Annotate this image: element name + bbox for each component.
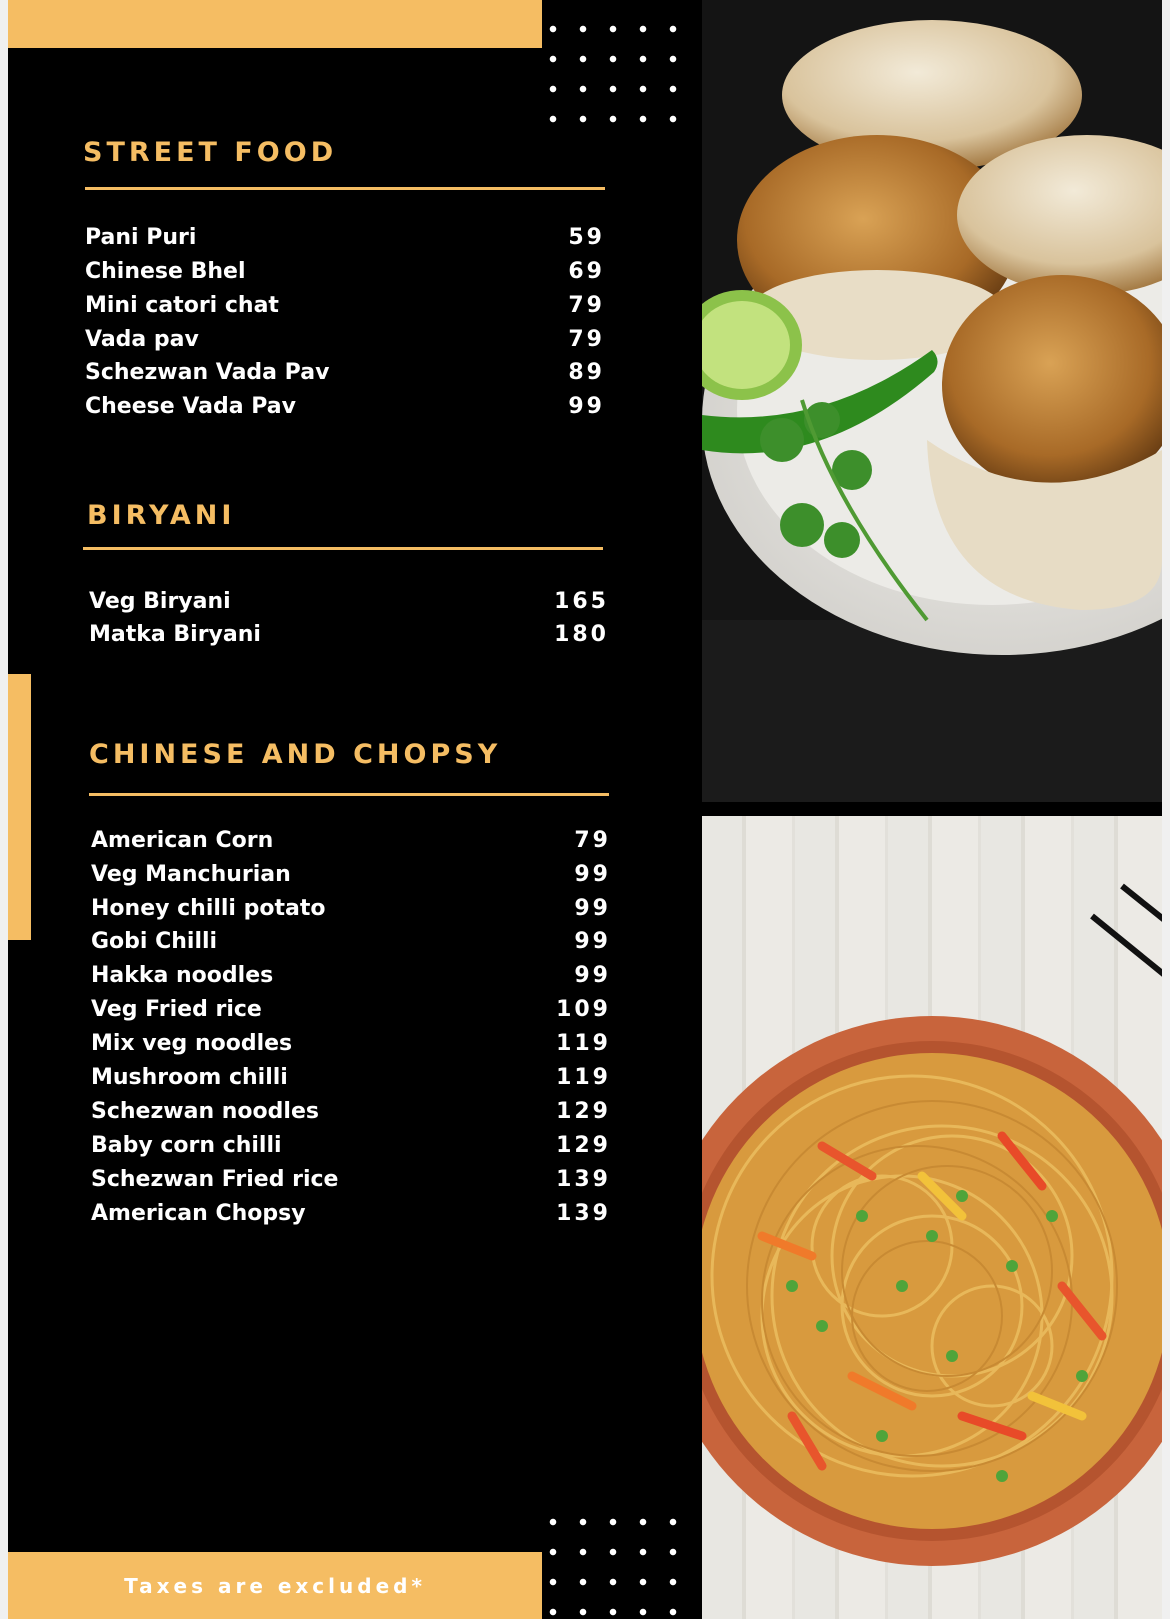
menu-item bbox=[91, 1198, 611, 1228]
dot-pattern-bottom bbox=[538, 1507, 694, 1617]
noodles-illustration bbox=[702, 816, 1162, 1619]
section-divider bbox=[85, 187, 605, 190]
item-name: Schezwan noodles bbox=[91, 1098, 319, 1124]
item-name: American Chopsy bbox=[91, 1200, 306, 1226]
item-name: Honey chilli potato bbox=[91, 895, 326, 921]
item-name: Veg Biryani bbox=[89, 588, 231, 614]
item-name: Chinese Bhel bbox=[85, 258, 246, 284]
item-name: Cheese Vada Pav bbox=[85, 393, 296, 419]
item-price: 79 bbox=[568, 292, 605, 318]
menu-item bbox=[91, 926, 611, 956]
item-price: 89 bbox=[568, 359, 605, 385]
vada-pav-illustration bbox=[702, 0, 1162, 802]
menu-item bbox=[85, 290, 605, 320]
menu-item bbox=[91, 1096, 611, 1126]
footer-bar bbox=[8, 1552, 542, 1619]
item-name: Schezwan Fried rice bbox=[91, 1166, 339, 1192]
menu-item bbox=[89, 619, 609, 649]
menu-item bbox=[91, 1062, 611, 1092]
item-name: American Corn bbox=[91, 827, 274, 853]
item-name: Matka Biryani bbox=[89, 621, 261, 647]
item-name: Mini catori chat bbox=[85, 292, 279, 318]
item-price: 69 bbox=[568, 258, 605, 284]
item-name: Baby corn chilli bbox=[91, 1132, 282, 1158]
section-title-biryani: BIRYANI bbox=[87, 500, 236, 531]
menu-item bbox=[91, 859, 611, 889]
menu-item bbox=[91, 1164, 611, 1194]
menu-item bbox=[91, 1028, 611, 1058]
item-price: 99 bbox=[574, 962, 611, 988]
menu-item bbox=[91, 825, 611, 855]
section-divider bbox=[83, 547, 603, 550]
item-price: 129 bbox=[556, 1098, 611, 1124]
section-title-street-food: STREET FOOD bbox=[83, 137, 338, 168]
section-title-chinese-and-chopsy: CHINESE AND CHOPSY bbox=[89, 739, 502, 770]
menu-item bbox=[89, 586, 609, 616]
footer-note: Taxes are excluded* bbox=[124, 1573, 426, 1598]
menu-item bbox=[85, 357, 605, 387]
menu-item bbox=[85, 256, 605, 286]
item-name: Mushroom chilli bbox=[91, 1064, 288, 1090]
menu-item bbox=[91, 893, 611, 923]
item-price: 180 bbox=[554, 621, 609, 647]
item-name: Veg Fried rice bbox=[91, 996, 262, 1022]
menu-item bbox=[91, 1130, 611, 1160]
item-price: 129 bbox=[556, 1132, 611, 1158]
vada-pav-photo bbox=[702, 0, 1162, 802]
item-price: 139 bbox=[556, 1166, 611, 1192]
menu-item bbox=[85, 391, 605, 421]
hakka-noodles-photo bbox=[702, 816, 1162, 1619]
item-price: 109 bbox=[556, 996, 611, 1022]
item-price: 99 bbox=[574, 928, 611, 954]
item-price: 165 bbox=[554, 588, 609, 614]
item-price: 79 bbox=[568, 326, 605, 352]
item-price: 99 bbox=[568, 393, 605, 419]
item-price: 79 bbox=[574, 827, 611, 853]
item-name: Vada pav bbox=[85, 326, 199, 352]
menu-item bbox=[85, 324, 605, 354]
item-price: 119 bbox=[556, 1030, 611, 1056]
item-name: Mix veg noodles bbox=[91, 1030, 293, 1056]
item-name: Pani Puri bbox=[85, 224, 197, 250]
dot-pattern-top bbox=[538, 14, 694, 126]
item-name: Schezwan Vada Pav bbox=[85, 359, 330, 385]
item-name: Veg Manchurian bbox=[91, 861, 291, 887]
item-name: Gobi Chilli bbox=[91, 928, 218, 954]
menu-item bbox=[91, 960, 611, 990]
top-accent-bar bbox=[8, 0, 542, 48]
item-name: Hakka noodles bbox=[91, 962, 274, 988]
item-price: 119 bbox=[556, 1064, 611, 1090]
menu-page bbox=[8, 0, 1162, 1619]
item-price: 99 bbox=[574, 895, 611, 921]
side-accent-bar bbox=[8, 674, 31, 940]
section-divider bbox=[89, 793, 609, 796]
menu-item bbox=[85, 222, 605, 252]
item-price: 99 bbox=[574, 861, 611, 887]
item-price: 59 bbox=[568, 224, 605, 250]
item-price: 139 bbox=[556, 1200, 611, 1226]
menu-item bbox=[91, 994, 611, 1024]
